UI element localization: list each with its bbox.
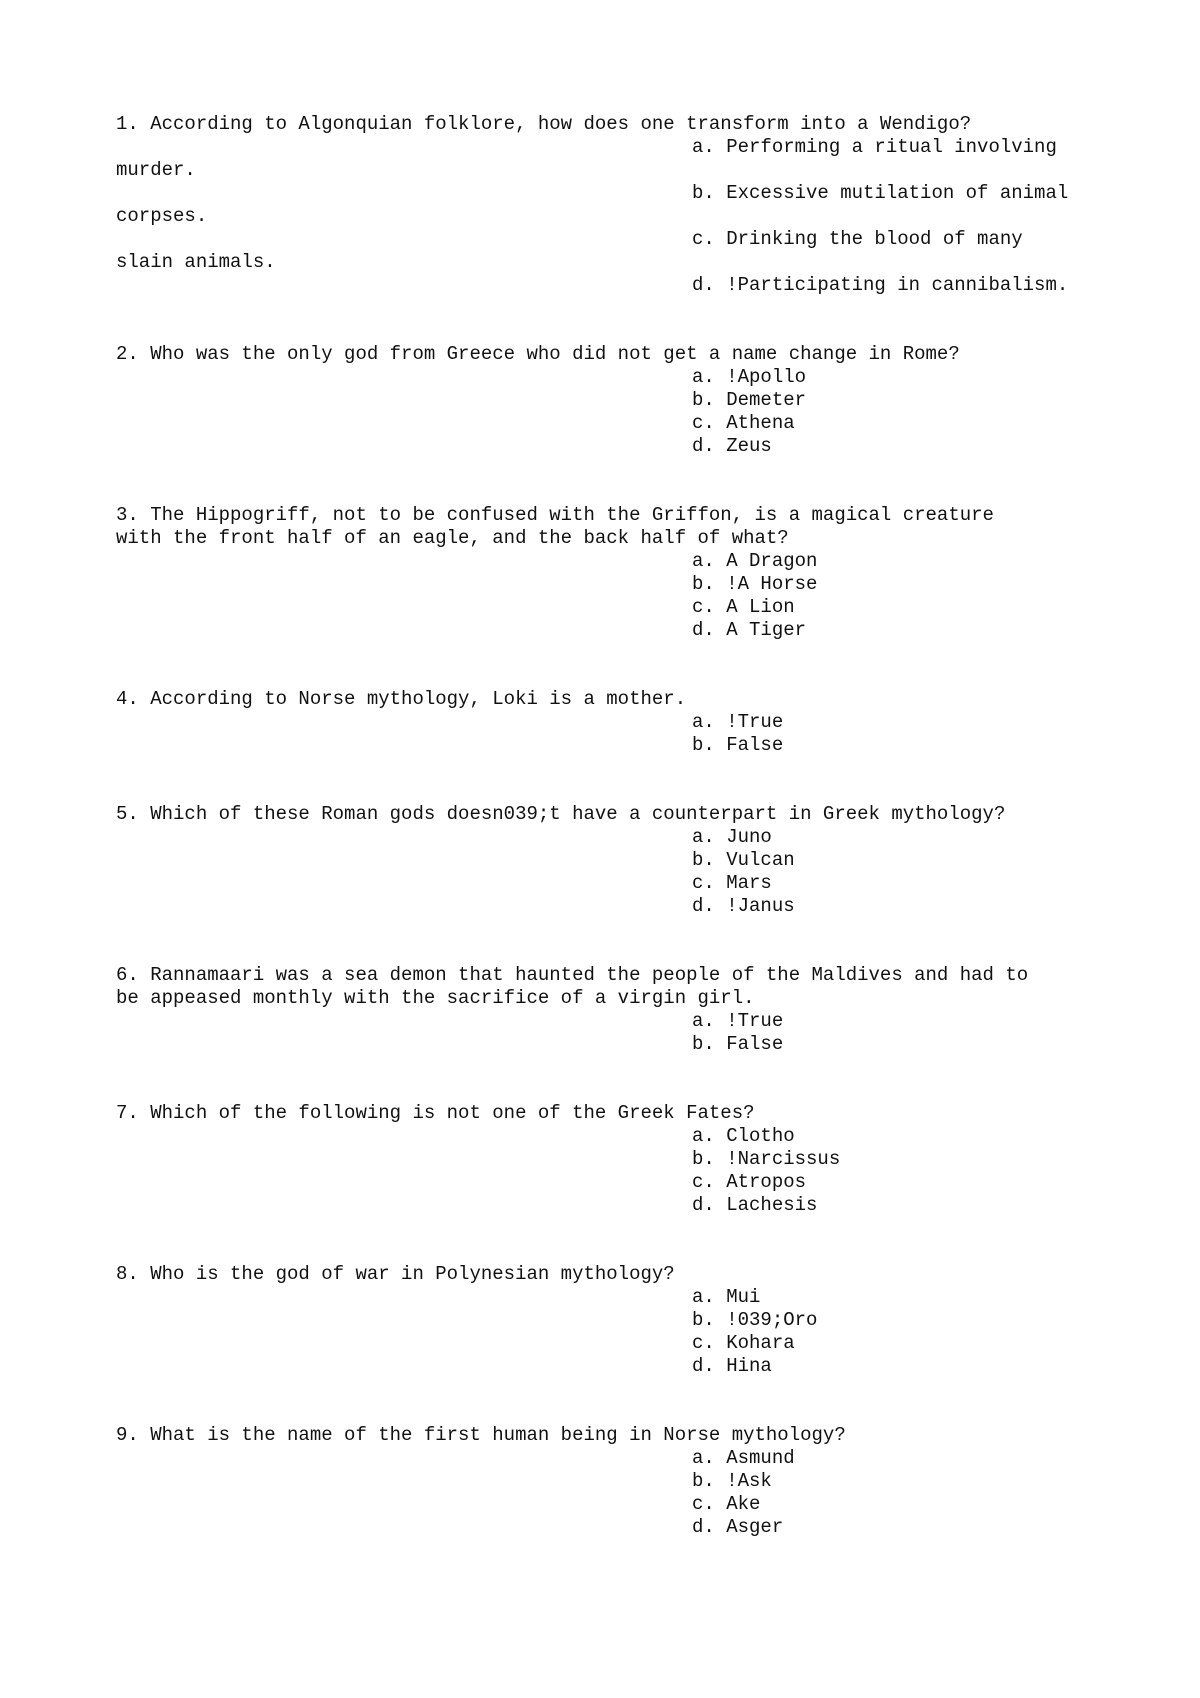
- answer-option: a. A Dragon: [692, 550, 818, 572]
- answer-option: b. Vulcan: [692, 849, 795, 871]
- answer-option: c. A Lion: [692, 596, 795, 618]
- quiz-document: [116, 113, 1116, 1585]
- question-block: [116, 1263, 1116, 1378]
- answer-option-wrap: slain animals.: [116, 251, 276, 273]
- question-block: [116, 504, 1116, 642]
- question-block: [116, 1424, 1116, 1539]
- answer-option: c. Ake: [692, 1493, 761, 1515]
- answer-option: b. False: [692, 1033, 784, 1055]
- question-text: 3. The Hippogriff, not to be confused with the Griffon, is a magical creature: [116, 504, 994, 526]
- answer-option: c. Mars: [692, 872, 772, 894]
- question-text: with the front half of an eagle, and the back half of what?: [116, 527, 789, 549]
- question-block: [116, 803, 1116, 918]
- answer-option: b. Excessive mutilation of animal: [692, 182, 1069, 204]
- answer-option: c. Drinking the blood of many: [692, 228, 1023, 250]
- question-block: [116, 688, 1116, 757]
- answer-option: c. Athena: [692, 412, 795, 434]
- question-text: 7. Which of the following is not one of the Greek Fates?: [116, 1102, 755, 1124]
- answer-option: b. !Narcissus: [692, 1148, 841, 1170]
- answer-option: c. Atropos: [692, 1171, 807, 1193]
- answer-option: d. Hina: [692, 1355, 772, 1377]
- answer-option: a. Juno: [692, 826, 772, 848]
- answer-option: b. !039;Oro: [692, 1309, 818, 1331]
- answer-option: d. A Tiger: [692, 619, 807, 641]
- answer-option: a. Clotho: [692, 1125, 795, 1147]
- question-block: [116, 1102, 1116, 1217]
- question-text: 1. According to Algonquian folklore, how does one transform into a Wendigo?: [116, 113, 972, 135]
- answer-option: a. Performing a ritual involving: [692, 136, 1057, 158]
- question-text: be appeased monthly with the sacrifice of a virgin girl.: [116, 987, 755, 1009]
- question-text: 6. Rannamaari was a sea demon that haunted the people of the Maldives and had to: [116, 964, 1029, 986]
- answer-option: a. Mui: [692, 1286, 761, 1308]
- answer-option: d. Asger: [692, 1516, 784, 1538]
- answer-option: b. Demeter: [692, 389, 807, 411]
- question-text: 5. Which of these Roman gods doesn039;t have a counterpart in Greek mythology?: [116, 803, 1006, 825]
- answer-option: d. !Participating in cannibalism.: [692, 274, 1069, 296]
- answer-option-wrap: corpses.: [116, 205, 208, 227]
- answer-option: b. !A Horse: [692, 573, 818, 595]
- question-text: 4. According to Norse mythology, Loki is a mother.: [116, 688, 687, 710]
- answer-option: a. !True: [692, 1010, 784, 1032]
- question-text: 2. Who was the only god from Greece who did not get a name change in Rome?: [116, 343, 960, 365]
- question-text: 8. Who is the god of war in Polynesian mythology?: [116, 1263, 675, 1285]
- answer-option: d. !Janus: [692, 895, 795, 917]
- question-block: [116, 343, 1116, 458]
- question-block: [116, 964, 1116, 1056]
- question-text: 9. What is the name of the first human being in Norse mythology?: [116, 1424, 846, 1446]
- answer-option: a. !True: [692, 711, 784, 733]
- answer-option: a. !Apollo: [692, 366, 807, 388]
- answer-option-wrap: murder.: [116, 159, 196, 181]
- answer-option: d. Zeus: [692, 435, 772, 457]
- answer-option: b. !Ask: [692, 1470, 772, 1492]
- question-block: [116, 113, 1116, 297]
- answer-option: b. False: [692, 734, 784, 756]
- answer-option: c. Kohara: [692, 1332, 795, 1354]
- answer-option: a. Asmund: [692, 1447, 795, 1469]
- answer-option: d. Lachesis: [692, 1194, 818, 1216]
